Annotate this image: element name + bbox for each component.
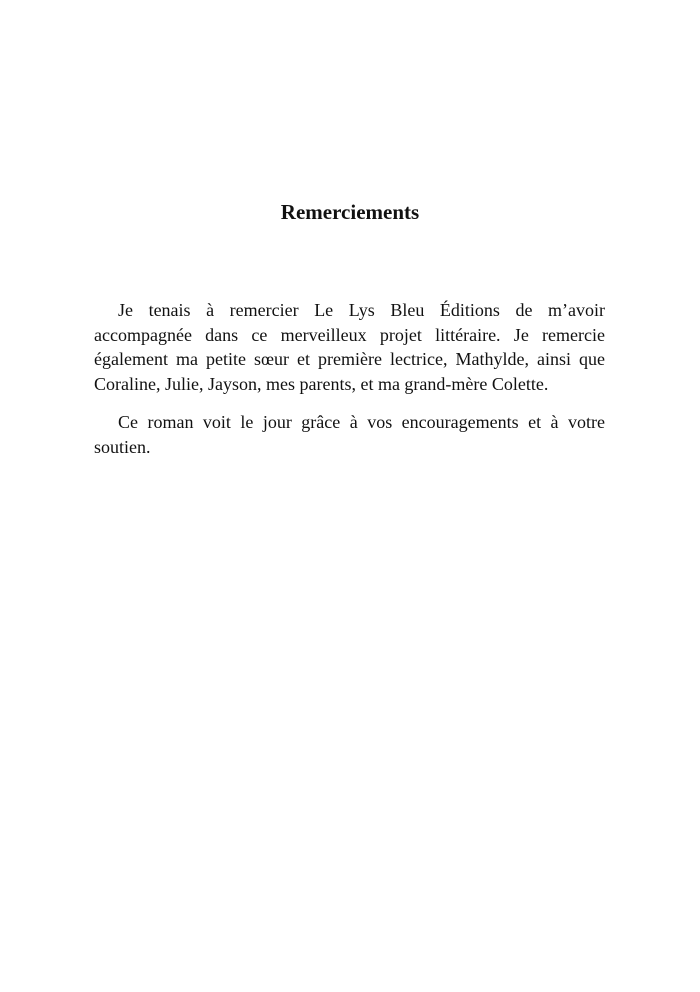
paragraph-2: Ce roman voit le jour grâce à vos encouragements et à votre soutien.	[94, 412, 605, 457]
page-title: Remerciements	[280, 200, 420, 224]
acknowledgements-body	[94, 298, 605, 473]
paragraph-1: Je tenais à remercier Le Lys Bleu Éditions de m’avoir accompagnée dans ce merveilleux projet littéraire. Je remercie également ma petite sœur et première lectrice, Mathylde, ainsi que Coraline, Julie, Jayson, mes parents, et ma grand-mère Colette.	[94, 300, 605, 394]
